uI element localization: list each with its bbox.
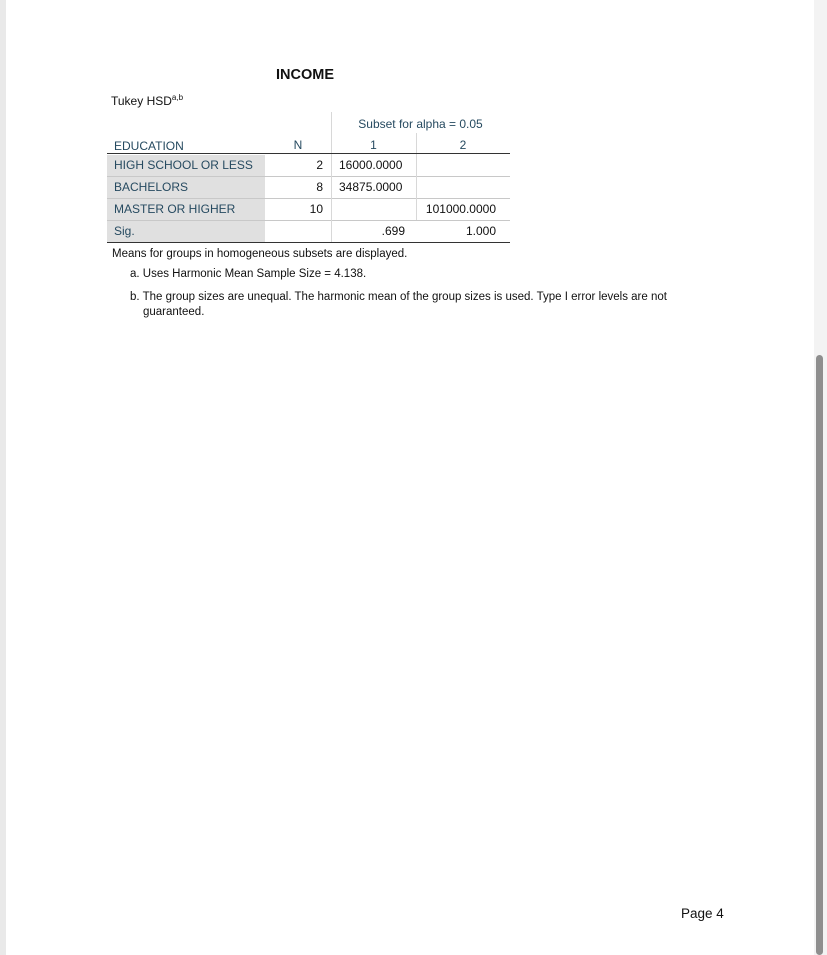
row-label-sig: Sig. bbox=[107, 221, 265, 242]
col-header-education: EDUCATION bbox=[114, 139, 184, 153]
col-header-subset1: 1 bbox=[370, 138, 377, 152]
row-subset2-master: 101000.0000 bbox=[425, 202, 496, 216]
row-n-high-school: 2 bbox=[316, 158, 323, 172]
row-label-bachelors: BACHELORS bbox=[107, 177, 265, 198]
body-divider bbox=[416, 154, 417, 220]
table-title: INCOME bbox=[276, 67, 334, 83]
row-label-master: MASTER OR HIGHER bbox=[107, 199, 265, 220]
row-subset2-bachelors bbox=[416, 177, 496, 198]
row-subset1-sig: .699 bbox=[381, 224, 405, 238]
body-divider bbox=[331, 154, 332, 242]
table-subtitle bbox=[111, 94, 183, 108]
row-subset1-bachelors: 34875.0000 bbox=[339, 180, 403, 194]
row-subset2-high-school bbox=[416, 155, 496, 176]
subtitle-text: Tukey HSD bbox=[111, 94, 172, 108]
col-header-n: N bbox=[293, 138, 303, 152]
col-header-subset2: 2 bbox=[459, 138, 467, 152]
row-subset1-high-school: 16000.0000 bbox=[339, 158, 403, 172]
subset-header: Subset for alpha = 0.05 bbox=[358, 117, 483, 131]
row-n-sig bbox=[265, 221, 323, 242]
row-n-master: 10 bbox=[309, 202, 323, 216]
footnote-b-line2: guaranteed. bbox=[143, 306, 205, 318]
footnote-a: a. Uses Harmonic Mean Sample Size = 4.138. bbox=[130, 268, 367, 280]
header-rule bbox=[107, 153, 510, 154]
row-subset2-sig: 1.000 bbox=[465, 224, 496, 238]
scrollbar-thumb[interactable] bbox=[816, 355, 823, 955]
row-label-high-school: HIGH SCHOOL OR LESS bbox=[107, 155, 265, 176]
footnote-b-line1: b. The group sizes are unequal. The harmonic mean of the group sizes is used. Type I error levels are not bbox=[130, 291, 667, 303]
footnote-main: Means for groups in homogeneous subsets are displayed. bbox=[112, 248, 408, 260]
page-number: Page 4 bbox=[681, 906, 724, 921]
subtitle-superscript: a,b bbox=[171, 93, 184, 102]
row-n-bachelors: 8 bbox=[316, 180, 323, 194]
table-bottom-rule bbox=[107, 242, 510, 243]
